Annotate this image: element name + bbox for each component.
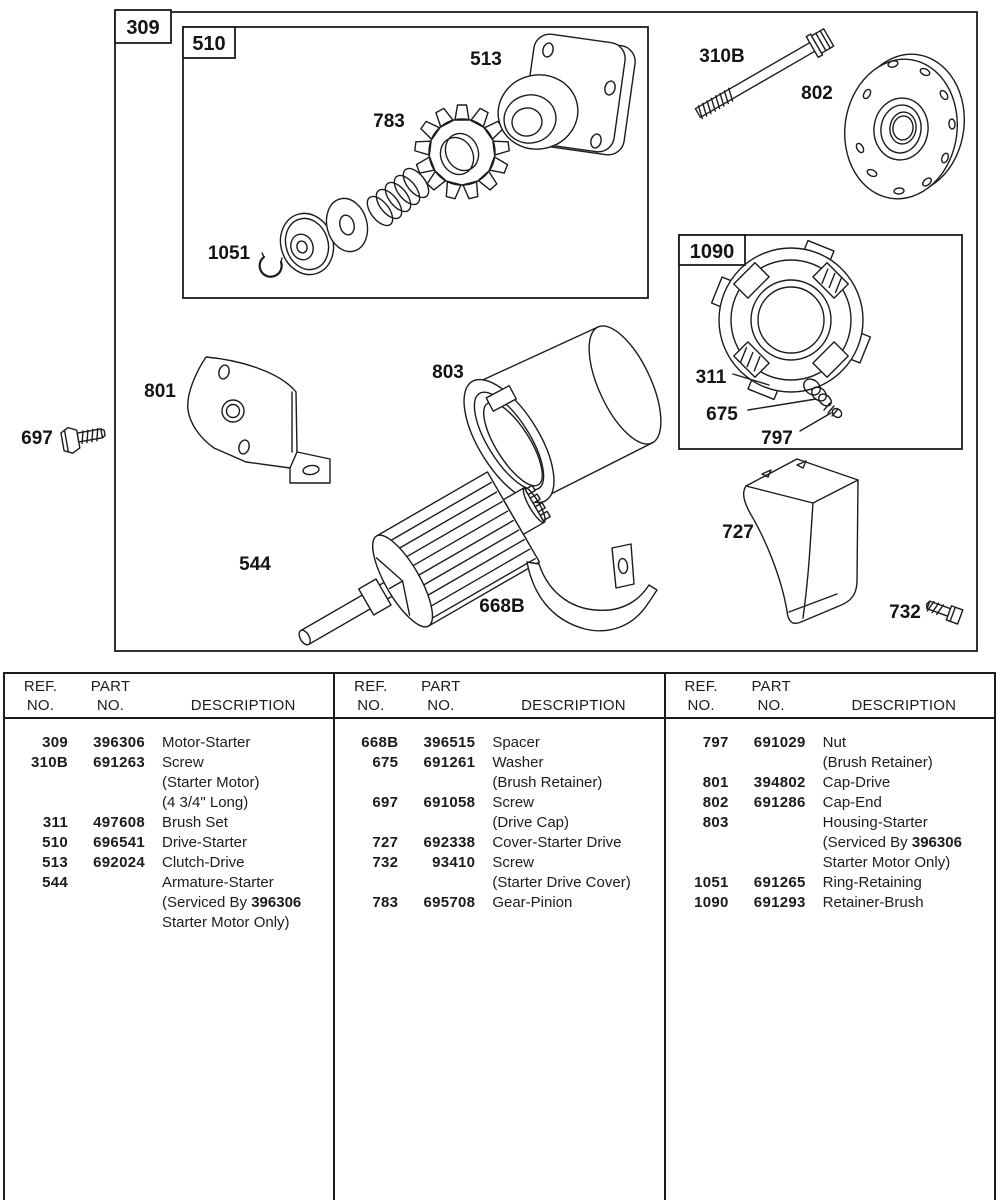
brush-retainer-drawing — [712, 241, 871, 431]
part-no-cell: 692338 — [423, 834, 476, 851]
callout-510: 510 — [192, 33, 226, 55]
description-line: Nut — [822, 734, 846, 751]
description-cell — [814, 813, 994, 873]
description-line: (Starter Motor) — [162, 774, 260, 791]
ref-no-cell: 310B — [30, 754, 68, 771]
ref-no-cell: 311 — [42, 814, 68, 831]
parts-table-column — [666, 674, 994, 1200]
through-bolt-drawing — [692, 27, 835, 123]
description-line: Starter Motor Only) — [162, 914, 290, 931]
part-no-cell: 695708 — [423, 894, 476, 911]
callout-544: 544 — [239, 554, 271, 575]
parts-table — [3, 672, 996, 1200]
ref-no-cell: 510 — [42, 834, 68, 851]
table-column-entries — [666, 719, 994, 913]
part-no-cell — [729, 813, 814, 873]
description-cell — [483, 733, 663, 753]
table-row — [674, 893, 994, 913]
table-row — [13, 733, 333, 753]
table-row — [674, 813, 994, 873]
ref-no-cell: 1051 — [694, 874, 729, 891]
table-header — [335, 674, 663, 719]
table-row — [13, 813, 333, 833]
part-no-cell: 691265 — [753, 874, 806, 891]
description-line: (Drive Cap) — [492, 814, 570, 831]
table-row — [343, 733, 663, 753]
part-no-cell: 394802 — [753, 774, 806, 791]
callout-668B: 668B — [479, 596, 525, 617]
description-line: Armature-Starter — [162, 874, 274, 891]
table-row — [13, 833, 333, 853]
table-row — [13, 873, 333, 933]
ref-no-cell: 309 — [42, 734, 68, 751]
cap-drive-drawing — [188, 357, 330, 483]
table-column-entries — [335, 719, 663, 913]
description-cell — [153, 753, 333, 813]
description-cell — [814, 773, 994, 793]
callout-697: 697 — [21, 428, 53, 449]
table-row — [343, 753, 663, 793]
callout-727: 727 — [722, 522, 754, 543]
description-line: Gear-Pinion — [492, 894, 573, 911]
description-line: Housing-Starter — [822, 814, 928, 831]
part-no-cell: 396515 — [423, 734, 476, 751]
table-row — [343, 833, 663, 853]
spacer-drawing — [527, 544, 657, 631]
callout-1051: 1051 — [207, 243, 251, 264]
ref-no-cell: 513 — [42, 854, 68, 871]
description-cell — [153, 833, 333, 853]
description-cell — [483, 833, 663, 853]
description-cell — [814, 873, 994, 893]
description-header: DESCRIPTION — [190, 697, 296, 714]
description-line: Clutch-Drive — [162, 854, 245, 871]
part-no-cell: 691058 — [423, 794, 476, 811]
description-cell — [153, 853, 333, 873]
description-line: (Serviced By 396306 — [162, 894, 302, 911]
end-cap-drawing — [836, 47, 973, 206]
description-line: Starter Motor Only) — [822, 854, 951, 871]
callout-732: 732 — [889, 602, 921, 623]
part-no-cell: 497608 — [93, 814, 145, 831]
part-no-cell: 691029 — [753, 734, 806, 751]
callout-513: 513 — [470, 49, 502, 70]
ref-no-header: REF. NO. — [684, 678, 718, 714]
ref-no-header: REF. NO. — [23, 678, 58, 714]
ref-no-header: REF. NO. — [354, 678, 388, 714]
ref-no-cell: 675 — [372, 754, 399, 771]
table-row — [674, 733, 994, 773]
callout-675: 675 — [706, 404, 738, 425]
description-cell — [483, 853, 663, 893]
callout-802: 802 — [801, 83, 833, 104]
part-no-header: PART NO. — [421, 678, 461, 714]
gear-pinion-drawing — [414, 105, 509, 199]
ref-no-cell: 801 — [702, 774, 729, 791]
callout-310B: 310B — [699, 46, 745, 67]
part-no-header: PART NO. — [751, 678, 791, 714]
description-line: (Serviced By 396306 — [822, 834, 962, 851]
description-line: Screw — [492, 854, 535, 871]
part-no-header: PART NO. — [90, 678, 131, 714]
table-column-entries — [5, 719, 333, 933]
part-no-cell — [68, 873, 153, 933]
ref-no-cell: 544 — [42, 874, 68, 891]
description-line: Screw — [162, 754, 204, 771]
description-line: (4 3/4" Long) — [162, 794, 249, 811]
description-cell — [153, 733, 333, 753]
description-line: Cap-End — [822, 794, 882, 811]
description-cell — [153, 813, 333, 833]
ref-no-cell: 802 — [702, 794, 729, 811]
part-no-cell: 691286 — [753, 794, 806, 811]
callout-311: 311 — [695, 367, 727, 388]
callout-309: 309 — [126, 17, 160, 39]
parts-table-column — [335, 674, 665, 1200]
table-row — [13, 753, 333, 813]
description-header: DESCRIPTION — [851, 697, 957, 714]
description-line: Cover-Starter Drive — [492, 834, 622, 851]
part-no-cell: 396306 — [93, 734, 145, 751]
table-row — [343, 793, 663, 833]
part-no-cell: 692024 — [93, 854, 145, 871]
table-row — [674, 793, 994, 813]
description-cell — [483, 893, 663, 913]
table-row — [674, 873, 994, 893]
description-cell — [814, 893, 994, 913]
callout-1090: 1090 — [689, 241, 735, 263]
ref-no-cell: 783 — [372, 894, 399, 911]
ref-no-cell: 668B — [361, 734, 399, 751]
table-row — [674, 773, 994, 793]
description-line: Retainer-Brush — [822, 894, 924, 911]
description-line: Motor-Starter — [162, 734, 251, 751]
part-no-cell: 93410 — [432, 854, 476, 871]
ref-no-cell: 797 — [702, 734, 729, 751]
callout-801: 801 — [144, 381, 176, 402]
description-line: (Starter Drive Cover) — [492, 874, 631, 891]
table-row — [13, 853, 333, 873]
clutch-drive-drawing — [491, 32, 637, 157]
table-header — [5, 674, 333, 719]
description-line: Spacer — [492, 734, 540, 751]
callout-803: 803 — [432, 362, 464, 383]
ref-no-cell: 732 — [372, 854, 399, 871]
table-row — [343, 853, 663, 893]
part-no-cell: 691261 — [423, 754, 476, 771]
part-no-cell: 691293 — [753, 894, 806, 911]
drive-cap-screw-drawing — [60, 422, 107, 455]
description-line: Brush Set — [162, 814, 228, 831]
description-cell — [153, 873, 333, 933]
description-cell — [814, 793, 994, 813]
cover-screw-drawing — [924, 598, 963, 624]
description-line: (Brush Retainer) — [822, 754, 933, 771]
callout-783: 783 — [373, 111, 405, 132]
part-no-cell: 696541 — [93, 834, 145, 851]
part-no-cell: 691263 — [93, 754, 145, 771]
description-cell — [483, 753, 663, 793]
retaining-ring-drawing — [260, 253, 282, 277]
description-line: Cap-Drive — [822, 774, 891, 791]
parts-table-column — [5, 674, 335, 1200]
description-cell — [483, 793, 663, 833]
description-line: Screw — [492, 794, 535, 811]
callout-797: 797 — [761, 428, 793, 449]
drive-spring-drawing — [362, 164, 433, 230]
description-header: DESCRIPTION — [521, 697, 626, 714]
ref-no-cell: 803 — [702, 814, 729, 831]
description-line: Ring-Retaining — [822, 874, 922, 891]
table-header — [666, 674, 994, 719]
ref-no-cell: 697 — [372, 794, 399, 811]
description-line: Drive-Starter — [162, 834, 248, 851]
description-cell — [814, 733, 994, 773]
ref-no-cell: 1090 — [694, 894, 729, 911]
table-row — [343, 893, 663, 913]
description-line: Washer — [492, 754, 544, 771]
starter-drive-cover-drawing — [744, 459, 858, 623]
description-line: (Brush Retainer) — [492, 774, 603, 791]
ref-no-cell: 727 — [372, 834, 399, 851]
